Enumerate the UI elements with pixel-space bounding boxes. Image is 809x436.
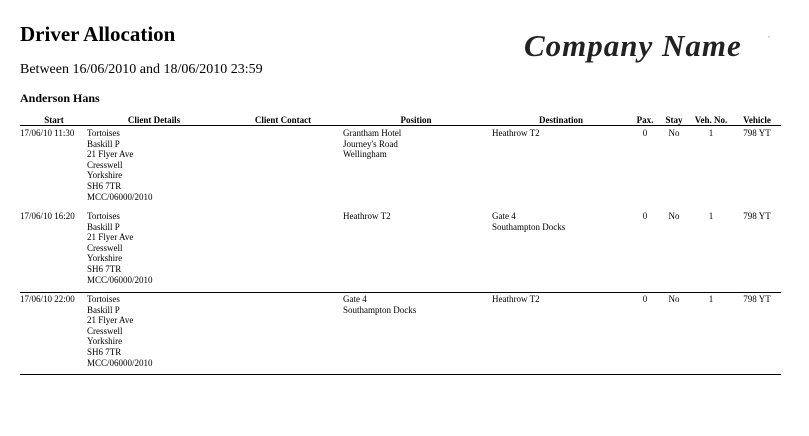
cell-destination — [492, 128, 540, 139]
cell-destination-line: Heathrow T2 — [492, 128, 540, 138]
cell-client-details-line: Yorkshire — [87, 253, 123, 264]
cell-client-details — [87, 211, 153, 285]
cell-stay: No — [668, 211, 680, 221]
cell-position-line: Wellingham — [343, 149, 387, 160]
col-client-details: Client Details — [127, 115, 181, 125]
cell-position-line: Grantham Hotel — [343, 128, 402, 138]
cell-destination — [492, 211, 565, 232]
cell-client-details-line: Tortoises — [87, 211, 120, 221]
cell-client-details-line: SH6 7TR — [87, 346, 122, 357]
cell-client-details-line: MCC/06000/2010 — [87, 274, 153, 285]
cell-vehicle: 798 YT — [743, 294, 771, 304]
report-title: Driver Allocation — [20, 22, 176, 46]
cell-stay: No — [668, 294, 680, 304]
col-start: Start — [44, 115, 64, 125]
cell-client-details-line: 21 Flyer Ave — [87, 149, 134, 160]
cell-vehicle: 798 YT — [743, 211, 771, 221]
cell-client-details-line: MCC/06000/2010 — [87, 357, 153, 368]
cell-position-line: Gate 4 — [343, 294, 367, 304]
cell-client-details-line: Yorkshire — [87, 170, 123, 181]
cell-client-details-line: SH6 7TR — [87, 263, 122, 274]
cell-position — [343, 294, 416, 315]
col-veh-no: Veh. No. — [694, 115, 728, 125]
cell-client-details-line: MCC/06000/2010 — [87, 191, 153, 202]
cell-pax: 0 — [642, 128, 648, 138]
header-rule — [20, 125, 781, 126]
cell-position — [343, 211, 391, 222]
cell-client-details-line: Tortoises — [87, 128, 120, 138]
cell-client-details — [87, 294, 153, 368]
cell-destination-line: Southampton Docks — [492, 221, 566, 232]
cell-destination-line: Gate 4 — [492, 211, 516, 221]
col-vehicle: Vehicle — [743, 115, 771, 125]
cell-client-details-line: Baskill P — [87, 138, 120, 149]
row-separator — [20, 292, 781, 293]
table-bottom-rule — [20, 374, 781, 375]
cell-client-details-line: 21 Flyer Ave — [87, 232, 134, 243]
cell-client-details-line: Cresswell — [87, 159, 123, 170]
cell-stay: No — [668, 128, 680, 138]
cell-client-details-line: Cresswell — [87, 325, 123, 336]
cell-start: 17/06/10 11:30 — [20, 128, 75, 138]
cell-veh-no: 1 — [708, 211, 714, 221]
cell-destination-line: Heathrow T2 — [492, 294, 540, 304]
cell-client-details — [87, 128, 153, 202]
cell-client-details-line: 21 Flyer Ave — [87, 315, 134, 326]
col-pax: Pax. — [636, 115, 654, 125]
cell-start: 17/06/10 22:00 — [20, 294, 75, 304]
cell-destination — [492, 294, 540, 305]
cell-position-line: Southampton Docks — [343, 304, 417, 315]
driver-name: Anderson Hans — [20, 91, 100, 105]
cell-position-line: Journey's Road — [343, 138, 398, 149]
cell-veh-no: 1 — [708, 294, 714, 304]
col-destination: Destination — [538, 115, 584, 125]
cell-pax: 0 — [642, 294, 648, 304]
col-stay: Stay — [665, 115, 683, 125]
cell-client-details-line: Tortoises — [87, 294, 120, 304]
col-position: Position — [400, 115, 432, 125]
cell-veh-no: 1 — [708, 128, 714, 138]
col-client-contact: Client Contact — [254, 115, 312, 125]
date-range: Between 16/06/2010 and 18/06/2010 23:59 — [20, 62, 263, 77]
cell-start: 17/06/10 16:20 — [20, 211, 75, 221]
cell-position — [343, 128, 401, 160]
corner-mark: , — [768, 30, 770, 39]
cell-client-details-line: Baskill P — [87, 221, 120, 232]
cell-client-details-line: Baskill P — [87, 304, 120, 315]
cell-client-details-line: Yorkshire — [87, 336, 123, 347]
cell-position-line: Heathrow T2 — [343, 211, 391, 221]
cell-client-details-line: Cresswell — [87, 242, 123, 253]
cell-client-details-line: SH6 7TR — [87, 180, 122, 191]
company-logo-text: Company Name — [524, 28, 742, 63]
cell-pax: 0 — [642, 211, 648, 221]
cell-vehicle: 798 YT — [743, 128, 771, 138]
